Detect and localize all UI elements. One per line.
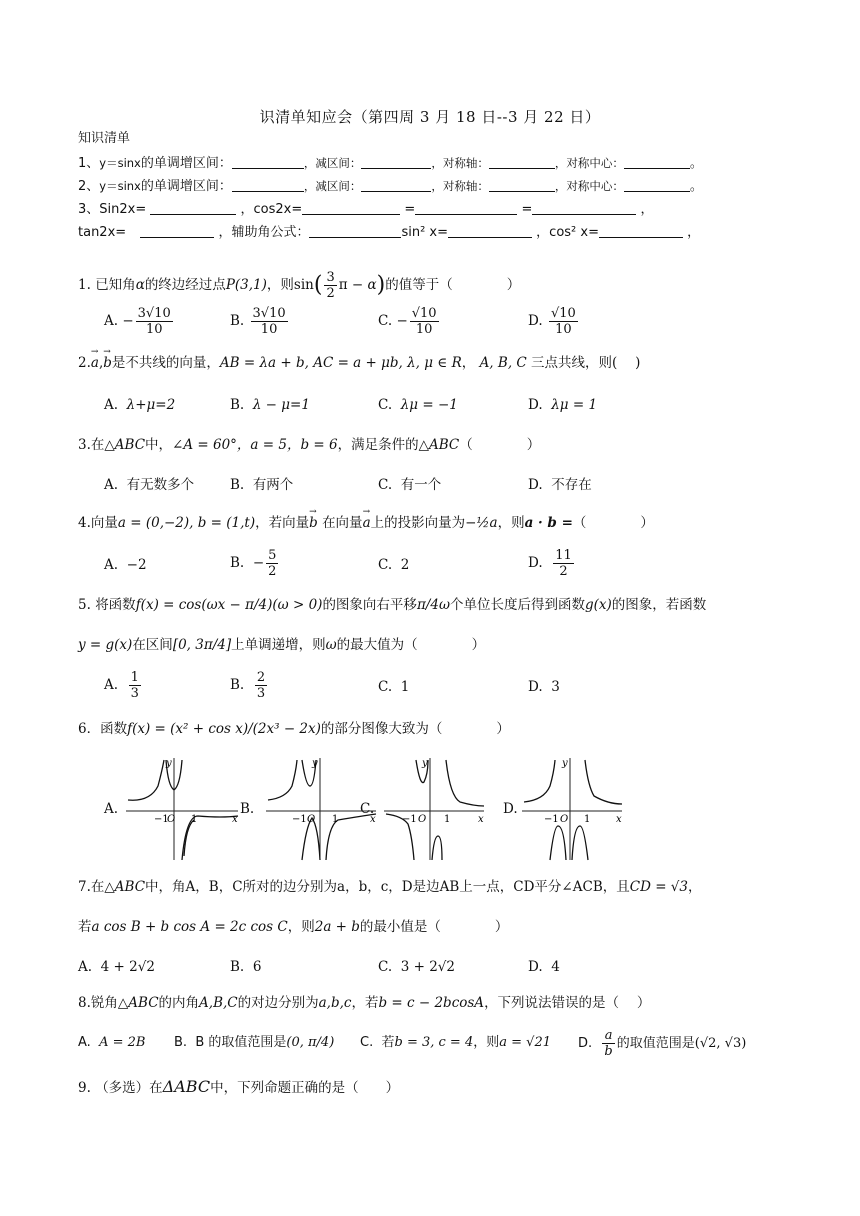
q7-option-a[interactable] (78, 958, 155, 976)
blank[interactable] (232, 154, 304, 169)
q8-text: ，若 (351, 995, 379, 1011)
q2-expr: AB = λa + b, AC = a + μb, λ, μ ∈ R (219, 355, 462, 371)
q5-y: y = g(x) (78, 637, 133, 653)
option-sign: − (122, 313, 134, 329)
blank[interactable] (599, 223, 683, 238)
curve (432, 836, 442, 860)
q6-option-b-label[interactable]: B. (240, 801, 255, 817)
q8-option-a[interactable] (78, 1034, 145, 1052)
q1-text: 的终边经过点 (144, 277, 226, 293)
q7-text: 若 (78, 919, 92, 935)
line2-a: 的单调增区间： (140, 179, 232, 194)
frac-num: a (602, 1028, 614, 1044)
q7-option-c[interactable] (378, 958, 455, 976)
q5-text: 上单调递增，则 (231, 637, 326, 653)
frac-num: 3√10 (137, 306, 171, 321)
option-label: D. (528, 313, 543, 329)
q7-triangle: △ABC (104, 879, 146, 895)
blank[interactable] (140, 223, 214, 238)
y-label: y (562, 758, 568, 769)
tick-pos1: 1 (191, 814, 198, 825)
q1-alpha: α (135, 277, 145, 293)
list-line-4 (78, 223, 700, 242)
frac-den: 10 (145, 322, 163, 337)
option-value: λμ = 1 (551, 397, 598, 413)
list-line-3 (78, 200, 654, 219)
option-label: D. (528, 397, 543, 413)
blank[interactable] (448, 223, 532, 238)
option-value: λ+μ=2 (126, 397, 176, 413)
q4-number: 4. (78, 515, 91, 531)
q6-text: 函数 (100, 721, 128, 737)
line4-a: tan2x= (78, 225, 127, 240)
option-label: D. (528, 555, 543, 571)
option-text: 若 (381, 1035, 395, 1050)
q8-option-b[interactable] (174, 1034, 334, 1052)
q3-text: （ ） (459, 437, 541, 453)
option-label: C. (378, 397, 393, 413)
tick-pos1: 1 (332, 814, 339, 825)
line3-a: 3、Sin2x= (78, 202, 147, 217)
q2-number: 2. (78, 355, 91, 371)
option-label: D. (528, 477, 543, 493)
q4-option-b[interactable] (230, 548, 280, 579)
line3-end: ， (640, 202, 654, 217)
line2-b: ，减区间： (303, 179, 362, 193)
q6-graph-c[interactable] (380, 756, 488, 864)
q8-option-c[interactable] (360, 1034, 551, 1052)
q1-text: 的值等于（ ） (385, 277, 521, 293)
q9-stem (78, 1078, 399, 1097)
q2-text: 是不共线的向量， (111, 355, 220, 371)
q3-option-a[interactable] (104, 476, 194, 494)
frac-den: 2 (559, 564, 568, 579)
x-label: x (370, 814, 376, 825)
option-value: 3 + 2√2 (400, 959, 455, 975)
frac-den: 2 (268, 564, 277, 579)
q8-triangle: △ABC (117, 995, 159, 1011)
q7-option-d[interactable] (528, 958, 560, 976)
blank[interactable] (232, 177, 304, 192)
line3-eq: = (404, 202, 416, 217)
option-sign: − (396, 313, 408, 329)
line2-d: ，对称中心： (554, 179, 624, 193)
option-label: B. (230, 959, 245, 975)
q1-option-d[interactable] (528, 306, 580, 337)
option-label: A. (104, 477, 119, 493)
option-value: (0, π/4) (286, 1035, 335, 1050)
tick-pos1: 1 (584, 814, 591, 825)
q5-omega: ω (325, 637, 337, 653)
q5-shift: π/4ω (416, 597, 450, 613)
q7-stem-line1 (78, 878, 702, 896)
q5-stem-line2 (78, 636, 485, 654)
frac-num: 3√10 (252, 306, 286, 321)
q6-function: f(x) = (x² + cos x)/(2x³ − 2x) (127, 721, 321, 737)
line4-sin2: sin² x= (401, 225, 449, 240)
q5-g: g(x) (584, 597, 612, 613)
option-value: 2 (400, 557, 410, 573)
q2-points: A, B, C (479, 355, 527, 371)
y-label: y (312, 758, 318, 769)
option-value: λμ = −1 (400, 397, 458, 413)
q1-text: ，则 (266, 277, 294, 293)
q2-text: 三点共线，则( ) (531, 355, 641, 371)
option-label: A. (78, 959, 93, 975)
option-label: B. (230, 313, 245, 329)
option-value: 有一个 (400, 477, 442, 493)
option-label: D. (578, 1036, 593, 1051)
q4-dot: a · b = (524, 515, 573, 531)
frac-den: 10 (555, 322, 572, 337)
q5-function: f(x) = cos(ωx − π/4)(ω > 0) (135, 597, 323, 613)
y-label: y (166, 758, 172, 769)
q7-text: ，则 (287, 919, 315, 935)
q7-text: 的最小值是（ ） (359, 919, 509, 935)
frac-den: 10 (415, 322, 433, 337)
blank[interactable] (302, 200, 400, 215)
q4-stem: 4.向量a = (0,−2), b = (1,t)，若向量→ b 在向量→ a上的投影向量为−½a，则a · b =（ ） (78, 514, 654, 532)
curve (572, 826, 588, 860)
q3-text: 中， (145, 437, 173, 453)
q5-option-d[interactable] (528, 678, 560, 696)
q5-option-b[interactable] (230, 670, 269, 701)
q5-number: 5. (78, 597, 91, 613)
list-line-1 (78, 154, 703, 173)
q4-text: 向量 (90, 515, 118, 531)
q8-angles: A,B,C (199, 995, 238, 1011)
option-value: 3 (551, 679, 560, 695)
q3-number: 3. (78, 437, 91, 453)
option-value: 1 (400, 679, 410, 695)
option-label: C. (378, 557, 393, 573)
frac-den: 3 (130, 686, 139, 701)
x-label: x (616, 814, 622, 825)
blank[interactable] (489, 154, 555, 169)
option-condition: b = 3, c = 4 (394, 1035, 474, 1050)
q2-option-c[interactable] (378, 396, 458, 414)
q5-text: 在区间 (132, 637, 173, 653)
frac-den: 3 (256, 686, 266, 701)
y-label: y (422, 758, 428, 769)
q2-text: ， (461, 355, 476, 371)
q8-option-d[interactable] (578, 1028, 746, 1059)
q4-projection: −½a (465, 515, 498, 531)
option-label: D. (528, 679, 543, 695)
line1-num: 1、 (78, 156, 100, 171)
curve (524, 760, 555, 802)
origin-label: O (307, 814, 316, 825)
q8-text: 锐角 (90, 995, 118, 1011)
section-heading: 知识清单 (78, 131, 131, 146)
q1-stem: 1. 已知角α的终边经过点P(3,1)，则sin( $\frac{3}{2}$ π − α)的值等于（ ） (78, 270, 521, 301)
q2-option-d[interactable] (528, 396, 597, 414)
tick-neg1: −1 (154, 814, 169, 825)
q6-option-c-label[interactable]: C. (360, 801, 375, 817)
option-value: 有无数多个 (126, 477, 195, 493)
tick-pos1: 1 (444, 814, 451, 825)
blank[interactable] (415, 200, 517, 215)
line1-func: y＝sinx (99, 156, 141, 170)
q2-option-b[interactable] (230, 396, 310, 414)
line2-end: 。 (689, 179, 703, 194)
option-value: A = 2B (99, 1035, 146, 1050)
option-value: 不存在 (551, 477, 592, 493)
curve (128, 760, 164, 800)
q5-option-c[interactable] (378, 678, 409, 696)
option-label: A. (104, 677, 119, 693)
option-value: (√2, √3) (694, 1036, 747, 1051)
option-label: A. (104, 313, 119, 329)
line4-b: ，辅助角公式： (218, 225, 310, 240)
option-label: D. (528, 959, 543, 975)
q6-graph-b[interactable] (262, 756, 380, 864)
q5-option-a[interactable] (104, 670, 143, 701)
option-text: B 的取值范围是 (195, 1035, 287, 1050)
q4-text: 上的投影向量为 (370, 515, 466, 531)
option-text: 的取值范围是 (616, 1036, 695, 1051)
q7-condition: a cos B + b cos A = 2c cos C (91, 919, 288, 935)
option-value: −2 (126, 557, 147, 573)
blank[interactable] (361, 177, 431, 192)
q3-text: ，满足条件的 (337, 437, 419, 453)
line1-c: ，对称轴： (431, 156, 489, 170)
q7-stem-line2 (78, 918, 508, 936)
q3-text: 在 (90, 437, 105, 453)
q7-expr: 2a + b (314, 919, 360, 935)
blank[interactable] (150, 200, 236, 215)
q7-option-b[interactable] (230, 958, 261, 976)
q3-triangle: △ABC (418, 437, 460, 453)
frac-num: √10 (550, 306, 576, 321)
option-value: 4 + 2√2 (100, 959, 155, 975)
page-title: 识清单知应会（第四周 3 月 18 日--3 月 22 日） (259, 108, 601, 126)
q1-option-b[interactable] (230, 306, 290, 337)
line1-d: ，对称中心： (554, 156, 624, 170)
q3-condition: ∠A = 60°，a = 5，b = 6 (172, 437, 338, 453)
q6-number: 6． (78, 721, 101, 737)
q8-text: 的内角 (158, 995, 200, 1011)
frac-den: b (604, 1044, 613, 1059)
q4-vectors: a = (0,−2), b = (1,t) (117, 515, 256, 531)
q9-text: 中，下列命题正确的是（ ） (210, 1080, 400, 1096)
q1-option-c[interactable] (378, 306, 441, 337)
option-label: C. (378, 959, 393, 975)
option-label: B. (230, 677, 245, 693)
line3-eq: = (521, 202, 533, 217)
q4-text: （ ） (572, 515, 654, 531)
q3-option-b[interactable] (230, 476, 293, 494)
q4-option-a[interactable] (104, 556, 147, 574)
blank[interactable] (624, 177, 690, 192)
option-label: C. (378, 679, 393, 695)
frac-num: 5 (268, 548, 277, 563)
option-label: B. (230, 555, 245, 571)
tick-neg1: −1 (292, 814, 307, 825)
option-sign: − (252, 555, 265, 571)
blank[interactable] (309, 223, 401, 238)
q3-option-d[interactable] (528, 476, 592, 494)
blank[interactable] (361, 154, 431, 169)
option-text: ，则 (473, 1035, 500, 1050)
q7-text: 在 (90, 879, 105, 895)
q3-stem (78, 436, 540, 454)
frac-den: 10 (260, 322, 278, 337)
frac-num: 11 (555, 548, 572, 563)
line2-c: ，对称轴： (431, 179, 489, 193)
q8-condition: b = c − 2bcosA (378, 995, 485, 1011)
line4-end: ， (687, 225, 701, 240)
option-label: A. (78, 1035, 91, 1050)
curve (585, 760, 622, 804)
line3-b: ，cos2x= (240, 202, 303, 217)
q3-option-c[interactable] (378, 476, 441, 494)
option-label: C. (378, 477, 393, 493)
q8-number: 8. (78, 995, 91, 1011)
q5-text: 的最大值为（ ） (336, 637, 486, 653)
option-label: A. (104, 397, 119, 413)
tick-neg1: −1 (544, 814, 559, 825)
q9-triangle: ΔABC (162, 1077, 211, 1096)
option-label: B. (230, 477, 245, 493)
option-value: 6 (252, 959, 262, 975)
x-label: x (232, 814, 238, 825)
q5-text: 个单位长度后得到函数 (449, 597, 585, 613)
q9-number: 9. (78, 1080, 91, 1096)
origin-label: O (418, 814, 427, 825)
q4-option-c[interactable] (378, 556, 409, 574)
frac-num: √10 (411, 306, 437, 321)
q4-text: ，则 (497, 515, 525, 531)
q1-option-a[interactable] (104, 306, 175, 337)
q1-text: 已知角 (95, 277, 136, 293)
q4-text: ，若向量 (255, 515, 310, 531)
q2-option-a[interactable] (104, 396, 175, 414)
q5-stem-line1 (78, 596, 706, 614)
list-line-2 (78, 177, 703, 196)
q8-sides: a,b,c (318, 995, 352, 1011)
frac-num: 1 (130, 670, 139, 685)
q6-graph-d[interactable] (518, 756, 626, 864)
q7-text: 中，角A，B，C所对的边分别为a，b，c，D是边AB上一点，CD平分∠ACB，且 (145, 879, 630, 895)
option-label: A. (104, 557, 119, 573)
option-label: C. (360, 1035, 374, 1050)
q6-option-d-label[interactable]: D. (503, 801, 518, 817)
q6-graph-a[interactable] (122, 756, 242, 864)
q5-text: 将函数 (95, 597, 136, 613)
q5-text: 的图象，若函数 (611, 597, 707, 613)
line1-a: 的单调增区间： (140, 156, 232, 171)
x-label: x (478, 814, 484, 825)
blank[interactable] (624, 154, 690, 169)
blank[interactable] (532, 200, 636, 215)
q7-cd: CD = √3 (629, 879, 688, 895)
q4-option-d[interactable] (528, 548, 576, 579)
curve (268, 760, 297, 800)
frac-num: 2 (256, 670, 266, 685)
q8-text: ，下列说法错误的是（ ） (484, 995, 651, 1011)
origin-label: O (167, 814, 176, 825)
q1-number: 1. (78, 277, 91, 293)
line2-num: 2、 (78, 179, 100, 194)
q2-stem: 2.→ a,→ b是不共线的向量，AB = λa + b, AC = a + μb, λ, μ ∈ R， A, B, C 三点共线，则( ) (78, 354, 640, 372)
tick-neg1: −1 (402, 814, 417, 825)
q8-stem (78, 994, 650, 1012)
q7-number: 7. (78, 879, 91, 895)
curve (550, 826, 566, 860)
option-value: 有两个 (252, 477, 294, 493)
option-label: B. (230, 397, 245, 413)
q9-text: （多选）在 (95, 1080, 163, 1096)
option-value: 4 (551, 959, 560, 975)
option-value: λ − μ=1 (252, 397, 310, 413)
blank[interactable] (489, 177, 555, 192)
origin-label: O (560, 814, 569, 825)
q4-text: 在向量 (322, 515, 363, 531)
line4-cos2: ，cos² x= (536, 225, 599, 240)
line2-func: y＝sinx (99, 179, 141, 193)
option-value: a = √21 (499, 1035, 551, 1050)
q8-text: 的对边分别为 (237, 995, 319, 1011)
q6-stem (78, 720, 510, 738)
line1-b: ，减区间： (303, 156, 362, 170)
q5-interval: [0, 3π/4] (172, 637, 232, 653)
option-label: C. (378, 313, 393, 329)
q6-text: 的部分图像大致为（ ） (320, 721, 510, 737)
line1-end: 。 (689, 156, 703, 171)
q6-option-a-label[interactable]: A. (104, 801, 119, 817)
q3-triangle: △ABC (104, 437, 146, 453)
curve (446, 760, 484, 806)
option-label: B. (174, 1035, 188, 1050)
q5-text: 的图象向右平移 (322, 597, 417, 613)
q7-text: ， (688, 879, 702, 895)
q1-point: P(3,1) (225, 277, 267, 293)
